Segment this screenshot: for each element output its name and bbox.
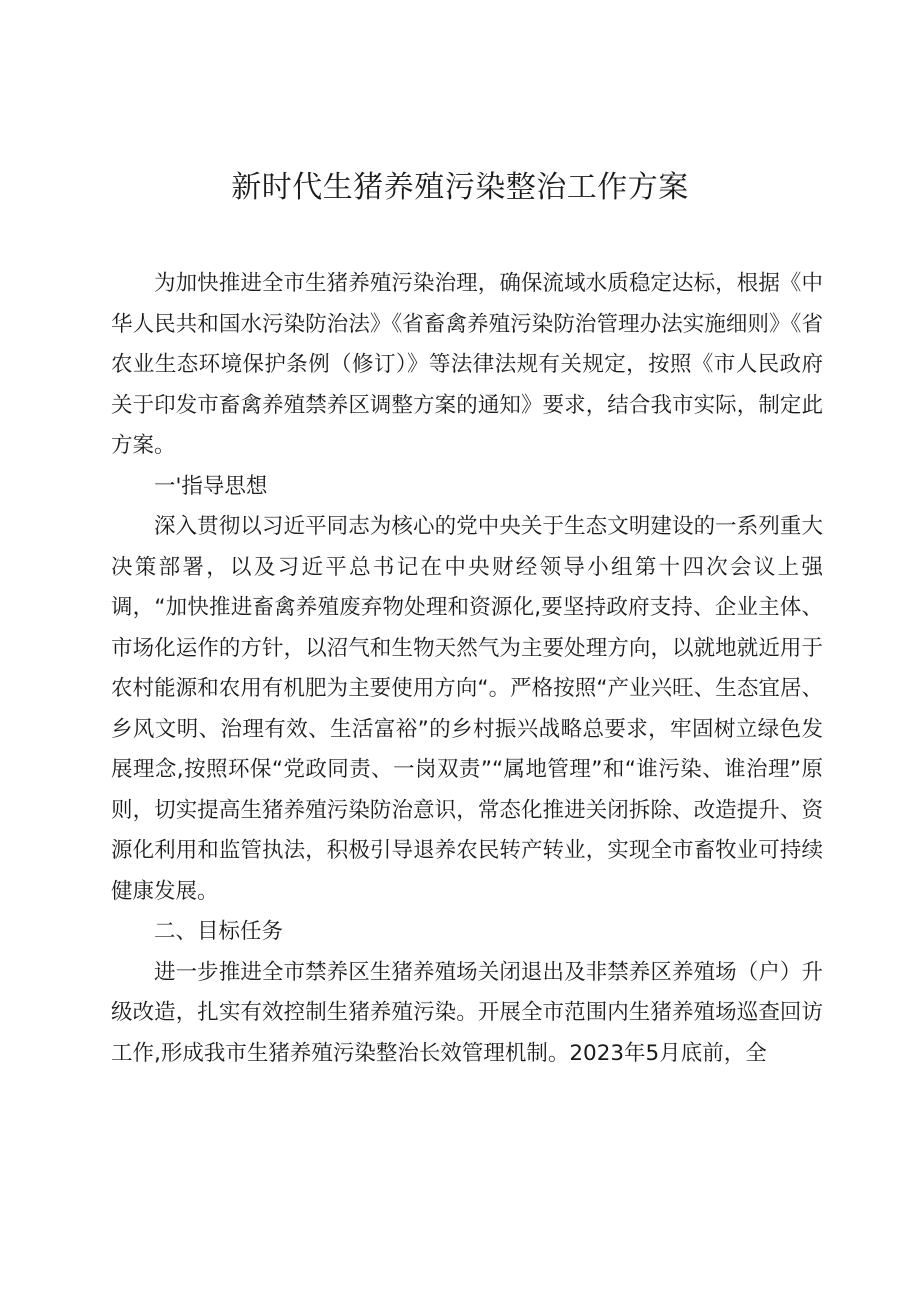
goals-tasks-paragraph: 进一步推进全市禁养区生猪养殖场关闭退出及非禁养区养殖场（户）升级改造，扎实有效控制生猪养殖污染。开展全市范围内生猪养殖场巡查回访工作,形成我市生猪养殖污染整治长效管理机制。2023年5月底前，全 [111, 959, 823, 1066]
document-body [111, 264, 823, 1074]
intro-paragraph: 为加快推进全市生猪养殖污染治理，确保流域水质稳定达标，根据《中华人民共和国水污染防治法》《省畜禽养殖污染防治管理办法实施细则》《省农业生态环境保护条例（修订）》等法律法规有关规定，按照《市人民政府关于印发市畜禽养殖禁养区调整方案的通知》要求，结合我市实际，制定此方案。 [111, 271, 823, 458]
document-title: 新时代生猪养殖污染整治工作方案 [231, 170, 689, 205]
section-heading-guiding-ideology: 一'指导思想 [154, 473, 268, 499]
section-heading-goals-tasks: 二、目标任务 [154, 919, 284, 944]
guiding-ideology-paragraph: 深入贯彻以习近平同志为核心的党中央关于生态文明建设的一系列重大决策部署，以及习近平总书记在中央财经领导小组第十四次会议上强调，“加快推进畜禽养殖废弃物处理和资源化,要坚持政府支持、企业主体、市场化运作的方针，以沼气和生物天然气为主要处理方向，以就地就近用于农村能源和农用有机肥为主要使用方向“。严格按照“产业兴旺、生态宜居、乡风文明、治理有效、生活富裕”的乡村振兴战略总要求，牢固树立绿色发展理念,按照环保“党政同责、一岗双责”“属地管理”和“谁污染、谁治理”原则，切实提高生猪养殖污染防治意识，常态化推进关闭拆除、改造提升、资源化利用和监管执法，积极引导退养农民转产转业，实现全市畜牧业可持续健康发展。 [111, 514, 823, 904]
